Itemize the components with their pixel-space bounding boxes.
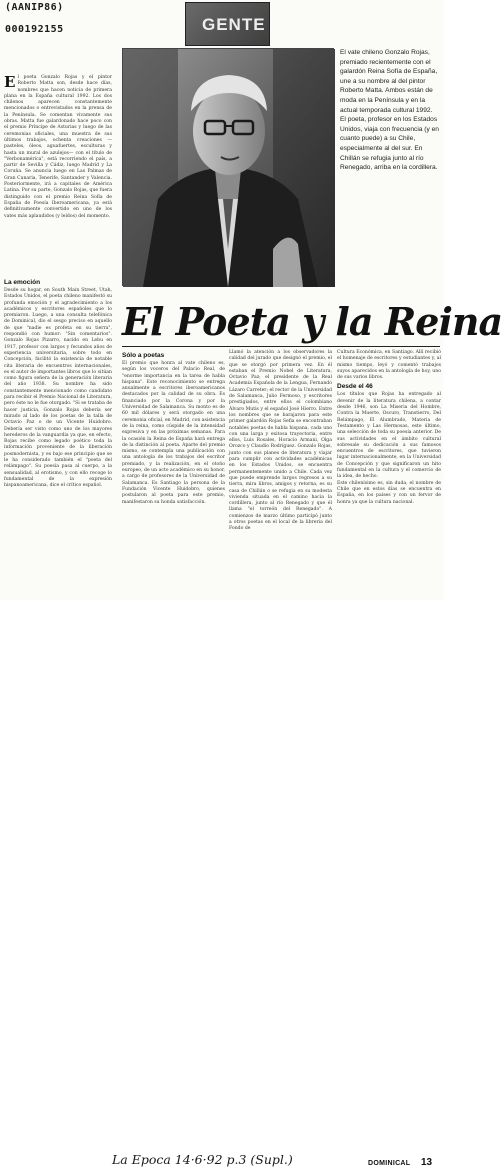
paragraph-desde-el-46: Los títulos que Rojas ha entregado al devenir de la literatura chilena, a contar desde 1946, son La Miseria del Hombre, Contra la Muerte, Oscuro, Transtierro, Del Relámpago, El Alumbrado, Materia de Testamento y Las Hermosas, este último, una selección de toda su poesía anterior. De sus actividades en el ámbito cultural sobresale su dedicación a sus famosos encuentros de escritores, que tuvieron lugar internacionalmente, en la Universidad de Concepción y que significaron un hito fundamental en la cultura y el comercio de la idea, de hecho. bbox=[337, 392, 441, 480]
drop-cap: E bbox=[4, 73, 16, 91]
paragraph-solo-a-poetas: El premio que honra al vate chileno es, según los voceros del Palacio Real, de "enorme importancia en la tarea de habla hispana". Este reconocimiento se entrega anualmente a escritores iberoamericanos destacados por la calidad de su obra. Es financiado por la Corona y por la Universidad de Salamanca. Su monto es de 60 mil dólares y será otorgado en una ceremonia oficial, en Madrid, con asistencia de la reina, como cúspide de la intensidad expresiva y en las próximas semanas. Para la ocasión la Reina de España hará entrega de la distinción al poeta. Aparte del premio mismo, se contempla una publicación con una antología de los trabajos del escritor premiado, y la realización, en el otoño europeo, de un acto académico en su honor, a cargo de profesores de la Universidad de Salamanca. Es Santiago la persona de la Fundación Vicente Huidobro, quienes postularon al poeta para este premio, manifestaron su honda satisfacción. bbox=[122, 361, 225, 505]
section-footer-label: DOMINICAL bbox=[368, 1160, 411, 1167]
subhead-solo-a-poetas: Sólo a poetas bbox=[122, 352, 165, 359]
subhead-emocion: La emoción bbox=[4, 279, 41, 286]
paragraph-column-4: Cultura Económica, en Santiago. Allí recibió el homenaje de escritores y estudiantes y, al mismo tiempo, leyó y comentó trabajos suyos aparecidos en la antología de hoy, uno de sus varios libros. bbox=[337, 350, 441, 381]
article-column-2 bbox=[122, 350, 225, 570]
article-column-3 bbox=[229, 350, 332, 570]
handwritten-source-note: La Epoca 14·6·92 p.3 (Supl.) bbox=[112, 1152, 293, 1167]
headline-rule bbox=[122, 346, 440, 347]
page-number: 13 bbox=[421, 1157, 433, 1168]
headline: El Poeta y la Reina bbox=[122, 299, 502, 344]
paragraph-emocion: Desde su hogar, en South Main Street, Utah, Estados Unidos, el poeta chileno manifestó su profunda emoción y el agradecimiento a los académicos y escritores españoles que lo premiaron. Luego, a una consulta telefónica de Dominical, dio el sesgo preciso en aquello de que "nadie es profeta en su tierra", respondió con humor: "Sin comentarios". Gonzalo Rojas Pizarro, nacido en Lebu en 1917, profesor con largos y fecundos años de experiencia universitaria, sobre todo en Concepción, facilitó la existencia de notable cita literaria de encuentros internacionales, es el autor de importantes libros que lo sitúan como figura señera de la generación literaria del año 1938. Su nombre ha sido constantemente mencionado como candidato para recibir el Premio Nacional de Literatura, pero éste no le fue otorgado. "Si se trataba de hacer justicia, Gonzalo Rojas debería ser mirado al lado de los poetas de la talla de Octavio Paz o de un Vicente Huidobro. Debería ser visto como uno de los mayores herederos de la vanguardia ya que, en efecto, Rojas recibe como legado poético toda la información proveniente de la liberación posmodernista, y es bajo ese principio que se le ha considerado también el "poeta del relámpago". Su poesía pasa al cuerpo, a la sensualidad, al erotismo, y con ello recoge lo fundamental de la expresión hispanoamericana, dice el crítico español. bbox=[4, 288, 112, 489]
paragraph-column-3: Llamó la atención a los observadores la calidad del jurado que designó el premio, el que se otorgó por primera vez. En él estaban el Premio Nobel de Literatura, Octavio Paz; el presidente de la Real Academia Española de la Lengua, Fernando Lázaro Carreter; el rector de la Universidad de Salamanca, Julio Fermoso, y escritores prestigiados, entre ellos el colombiano Álvaro Mutis y el español José Hierro. Entre los nombres que se barajaron para este primer galardón Rojas Sefia se encontraban notables poetas de habla hispana, cada uno con una larga y exitosa trayectoria, entre ellos, Luis Rosales, Horacio Armani, Olga Orozco y Claudio Rodríguez. Gonzalo Rojas, junto con sus planes de literatura y viajar para cumplir con actividades académicas en los Estados Unidos, se encuentra permanentemente unido a Chile. Cada vez que puede emprende largos regresos a su tierra, mira libros, amigos y retorna, es su casa de Chillán o se refugia en su modesta vivienda situada en el camino hacia la cordillera, junto al río Renegado y que él llama "el torreón del Renegado". A comienzos de marzo último participó junto a otros poetas en el local de la librería del Fondo de bbox=[229, 350, 332, 532]
paragraph-closing: Este chilenísimo es, sin duda, el nombre de Chile que en estos días se encuentra en España, en los países y con un fervor de honra ya que la cultura nacional. bbox=[337, 480, 441, 505]
section-label: GENTE bbox=[202, 15, 266, 34]
lead-paragraph: l poeta Gonzalo Rojas y el pintor Roberto Matta son, desde hace días, nombres que hacen noticia de primera plana en la España cultural 1992. Los dos chilenos aparecen constantemente mencionados o entrevistados en la prensa de la Península. Se comentan vivamente sus obras. Matta fue galardonado hace poco con el premio Príncipe de Asturias y luego de las ceremonias oficiales, una muestra de sus últimos trabajos, ochenta creaciones —pasteles, óleos, aguafuertes, esculturas y hasta un mural de azulejos— con el título de "Verbonamérica", está recorriendo el país, a partir de Sevilla y Cádiz, luego Madrid y La Coruña. Se anuncia luego en Las Palmas de Gran Canaria, Tenerife, Santander y Valencia. Posteriormente, irá a capitales de América Latina. Por su parte, Gonzalo Rojas, que fuera distinguido con el premio Reina Sofía de España de Poesía Iberoamericana, ya está definitivamente convertido en uno de los vates más aplaudidos (y leídos) del momento. bbox=[4, 75, 112, 219]
handwritten-code: 000192155 bbox=[5, 24, 64, 35]
photo-image bbox=[123, 49, 335, 287]
article-column-1b bbox=[4, 277, 112, 577]
subhead-desde-el-46: Desde el 46 bbox=[337, 383, 373, 391]
footer bbox=[0, 575, 443, 1168]
handwritten-note: (AANIP86) bbox=[5, 2, 64, 13]
article-column-4 bbox=[337, 350, 441, 570]
photo-caption: El vate chileno Gonzalo Rojas, premiado recientemente con el galardón Reina Sofía de España, une a su nombre al del pintor Roberto Matta. Ambos están de moda en la Península y en la actual temporada cultural 1992. El poeta, profesor en los Estados Unidos, viaja con frecuencia (y en cuanto puede) a su Chile, especialmente al del sur. En Chillán se refugia junto al río Renegado, arriba en la cordillera. bbox=[340, 49, 439, 172]
poet-photograph bbox=[122, 48, 334, 286]
section-label-box bbox=[185, 2, 270, 46]
